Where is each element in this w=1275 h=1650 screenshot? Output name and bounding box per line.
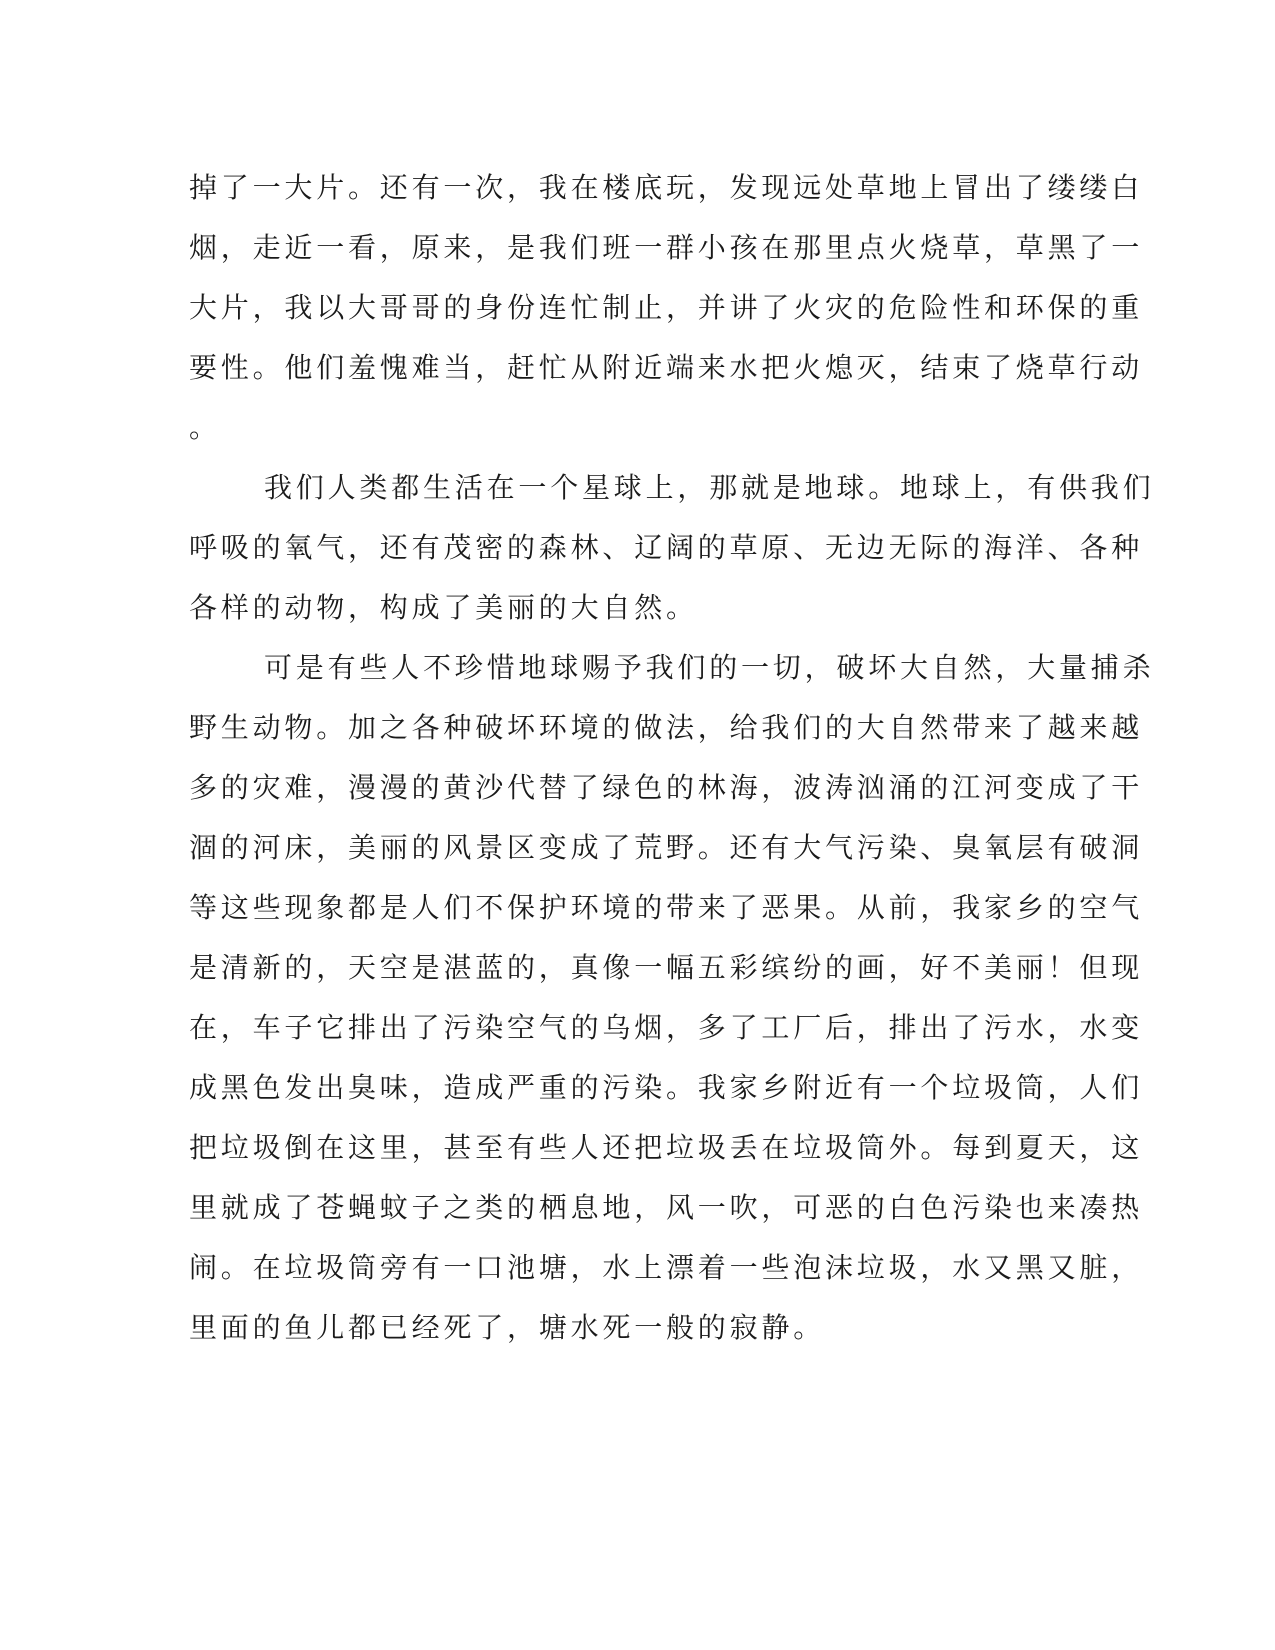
text-line: 多的灾难，漫漫的黄沙代替了绿色的林海，波涛汹涌的江河变成了干 (189, 771, 1144, 804)
text-line: 把垃圾倒在这里，甚至有些人还把垃圾丢在垃圾筒外。每到夏天，这 (189, 1131, 1144, 1164)
body-text (189, 158, 1155, 1358)
text-line: 各样的动物，构成了美丽的大自然。 (189, 591, 698, 624)
paragraph-first-line: 可是有些人不珍惜地球赐予我们的一切，破坏大自然，大量捕杀 (264, 651, 1155, 684)
text-line: 。 (189, 411, 221, 444)
text-line: 涸的河床，美丽的风景区变成了荒野。还有大气污染、臭氧层有破洞 (189, 831, 1144, 864)
text-line: 里面的鱼儿都已经死了，塘水死一般的寂静。 (189, 1311, 826, 1344)
text-line: 闹。在垃圾筒旁有一口池塘，水上漂着一些泡沫垃圾，水又黑又脏， (189, 1251, 1144, 1284)
text-line: 掉了一大片。还有一次，我在楼底玩，发现远处草地上冒出了缕缕白 (189, 171, 1144, 204)
text-line: 烟，走近一看，原来，是我们班一群小孩在那里点火烧草，草黑了一 (189, 231, 1144, 264)
paragraph-first-line: 我们人类都生活在一个星球上，那就是地球。地球上，有供我们 (264, 471, 1155, 504)
text-line: 呼吸的氧气，还有茂密的森林、辽阔的草原、无边无际的海洋、各种 (189, 531, 1144, 564)
text-line: 里就成了苍蝇蚊子之类的栖息地，风一吹，可恶的白色污染也来凑热 (189, 1191, 1144, 1224)
text-line: 等这些现象都是人们不保护环境的带来了恶果。从前，我家乡的空气 (189, 891, 1144, 924)
text-line: 野生动物。加之各种破坏环境的做法，给我们的大自然带来了越来越 (189, 711, 1144, 744)
text-line: 大片，我以大哥哥的身份连忙制止，并讲了火灾的危险性和环保的重 (189, 291, 1144, 324)
text-line: 在，车子它排出了污染空气的乌烟，多了工厂后，排出了污水，水变 (189, 1011, 1144, 1044)
text-line: 成黑色发出臭味，造成严重的污染。我家乡附近有一个垃圾筒，人们 (189, 1071, 1144, 1104)
text-line: 是清新的，天空是湛蓝的，真像一幅五彩缤纷的画，好不美丽！但现 (189, 951, 1144, 984)
text-line: 要性。他们羞愧难当，赶忙从附近端来水把火熄灭，结束了烧草行动 (189, 351, 1144, 384)
